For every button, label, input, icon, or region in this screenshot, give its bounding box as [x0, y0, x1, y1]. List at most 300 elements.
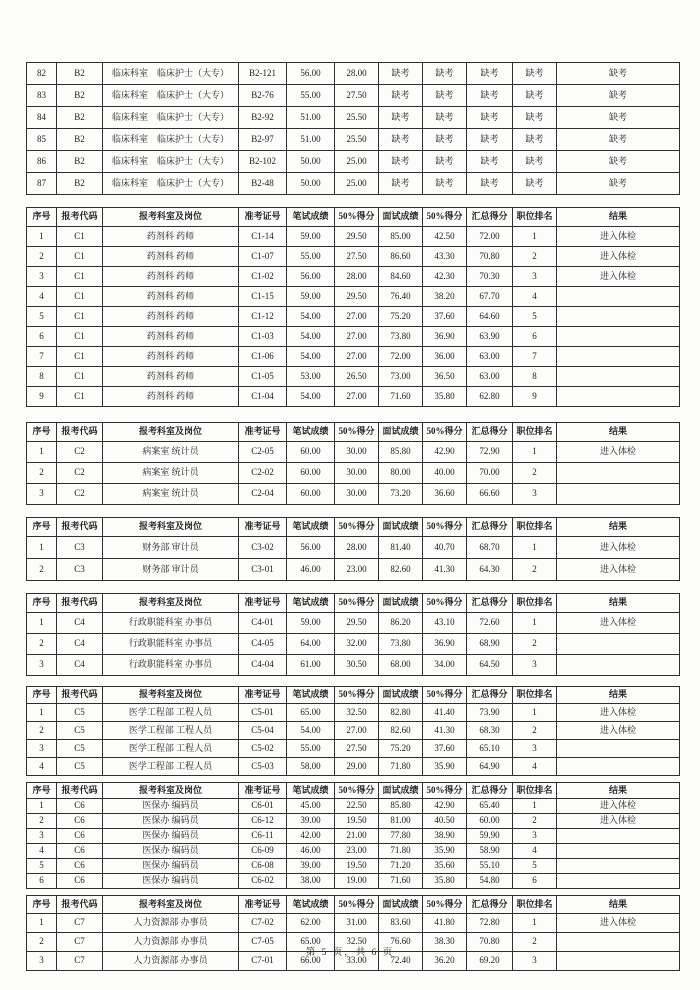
cell: C1	[57, 247, 103, 267]
column-header: 序号	[27, 594, 57, 613]
cell: B2-92	[239, 107, 287, 129]
cell: B2-76	[239, 85, 287, 107]
cell: 3	[27, 952, 57, 971]
cell: 72.80	[467, 914, 513, 933]
cell: 行政职能科室 办事员	[103, 634, 239, 655]
cell: 73.20	[379, 484, 423, 505]
cell: 缺考	[513, 107, 557, 129]
cell: 1	[513, 704, 557, 722]
column-header: 准考证号	[239, 594, 287, 613]
cell: 缺考	[467, 151, 513, 173]
cell: 1	[27, 537, 57, 559]
cell: 27.00	[335, 722, 379, 740]
column-header: 职位排名	[513, 423, 557, 442]
cell: C1	[57, 267, 103, 287]
table-row	[27, 634, 680, 655]
cell: C3-02	[239, 537, 287, 559]
cell: 39.00	[287, 859, 335, 874]
column-header: 面试成绩	[379, 594, 423, 613]
cell: C6	[57, 859, 103, 874]
cell: 40.70	[423, 537, 467, 559]
cell: 2	[513, 814, 557, 829]
cell: B2-48	[239, 173, 287, 195]
cell: 医学工程部 工程人员	[103, 758, 239, 776]
table-row	[27, 151, 680, 173]
cell: 85.80	[379, 799, 423, 814]
cell: 63.00	[467, 347, 513, 367]
column-header: 报考代码	[57, 423, 103, 442]
cell: 70.00	[467, 463, 513, 484]
cell: 36.20	[423, 952, 467, 971]
cell: 进入体检	[557, 247, 680, 267]
column-header: 职位排名	[513, 518, 557, 537]
column-header: 序号	[27, 518, 57, 537]
column-header: 50%得分	[335, 594, 379, 613]
column-header: 职位排名	[513, 896, 557, 914]
table-row	[27, 287, 680, 307]
column-header: 职位排名	[513, 594, 557, 613]
cell: 进入体检	[557, 704, 680, 722]
cell: 药剂科 药师	[103, 347, 239, 367]
cell: 71.80	[379, 844, 423, 859]
cell: 药剂科 药师	[103, 247, 239, 267]
cell: 42.90	[423, 442, 467, 463]
table-row	[27, 227, 680, 247]
cell: 36.50	[423, 367, 467, 387]
cell: 53.00	[287, 367, 335, 387]
column-header: 面试成绩	[379, 518, 423, 537]
cell: 缺考	[379, 85, 423, 107]
cell: 72.90	[467, 442, 513, 463]
cell: 66.60	[467, 484, 513, 505]
column-header: 笔试成绩	[287, 518, 335, 537]
cell: 72.60	[467, 613, 513, 634]
column-header: 面试成绩	[379, 896, 423, 914]
cell: 27.00	[335, 387, 379, 407]
cell: 82.80	[379, 704, 423, 722]
cell: 68.00	[379, 655, 423, 676]
cell: 56.00	[287, 63, 335, 85]
cell: 3	[513, 829, 557, 844]
cell: 38.30	[423, 933, 467, 952]
cell: 4	[513, 287, 557, 307]
cell: 36.90	[423, 634, 467, 655]
cell: 86.60	[379, 247, 423, 267]
cell: 5	[27, 307, 57, 327]
cell: 38.90	[423, 829, 467, 844]
cell: C5	[57, 758, 103, 776]
cell: 73.80	[379, 634, 423, 655]
cell: 缺考	[379, 63, 423, 85]
cell: C7-05	[239, 933, 287, 952]
column-header: 50%得分	[335, 518, 379, 537]
cell: 5	[513, 859, 557, 874]
cell: 73.80	[379, 327, 423, 347]
cell: 临床科室 临床护士（大专）	[103, 107, 239, 129]
cell: 73.90	[467, 704, 513, 722]
cell: 76.60	[379, 933, 423, 952]
cell: 66.00	[287, 952, 335, 971]
cell: 55.00	[287, 247, 335, 267]
cell: 缺考	[467, 107, 513, 129]
cell: 46.00	[287, 844, 335, 859]
results-table-C2	[26, 422, 680, 505]
cell: 46.00	[287, 559, 335, 581]
cell: 65.40	[467, 799, 513, 814]
cell: 缺考	[513, 85, 557, 107]
cell: C1-15	[239, 287, 287, 307]
column-header: 职位排名	[513, 687, 557, 704]
column-header: 报考代码	[57, 208, 103, 227]
cell: 2	[513, 933, 557, 952]
cell: 人力资源部 办事员	[103, 933, 239, 952]
cell: 65.10	[467, 740, 513, 758]
cell: C5-02	[239, 740, 287, 758]
cell: 84.60	[379, 267, 423, 287]
cell: 2	[513, 247, 557, 267]
cell: 30.50	[335, 655, 379, 676]
cell: 1	[513, 613, 557, 634]
cell: C6	[57, 874, 103, 889]
cell: 4	[27, 758, 57, 776]
cell: 2	[27, 463, 57, 484]
page-number: 第 5 页，共 6 页	[305, 948, 395, 958]
table-row	[27, 829, 680, 844]
cell: 临床科室 临床护士（大专）	[103, 151, 239, 173]
column-header: 汇总得分	[467, 896, 513, 914]
cell: 3	[513, 952, 557, 971]
cell: 40.50	[423, 814, 467, 829]
cell: 40.00	[423, 463, 467, 484]
cell: 缺考	[557, 63, 680, 85]
table-row	[27, 859, 680, 874]
cell: 75.20	[379, 740, 423, 758]
column-header: 准考证号	[239, 896, 287, 914]
table-row	[27, 347, 680, 367]
cell: 64.60	[467, 307, 513, 327]
table-row	[27, 307, 680, 327]
cell: C1	[57, 327, 103, 347]
cell: 86	[27, 151, 57, 173]
cell: C4-01	[239, 613, 287, 634]
cell: C5-01	[239, 704, 287, 722]
cell: 71.60	[379, 874, 423, 889]
cell: 缺考	[423, 85, 467, 107]
cell: 27.50	[335, 85, 379, 107]
cell: 36.60	[423, 484, 467, 505]
header-row	[27, 687, 680, 704]
cell: B2	[57, 107, 103, 129]
cell: 41.30	[423, 722, 467, 740]
cell: B2	[57, 63, 103, 85]
table-row	[27, 129, 680, 151]
cell: 医学工程部 工程人员	[103, 722, 239, 740]
cell: 缺考	[379, 107, 423, 129]
cell: B2	[57, 85, 103, 107]
column-header: 报考科室及岗位	[103, 594, 239, 613]
cell: 5	[513, 307, 557, 327]
cell: 缺考	[513, 129, 557, 151]
cell: 药剂科 药师	[103, 227, 239, 247]
cell: 54.00	[287, 387, 335, 407]
cell: 56.00	[287, 537, 335, 559]
results-table-C6	[26, 782, 680, 889]
cell: 32.00	[335, 634, 379, 655]
cell: 54.00	[287, 327, 335, 347]
cell: 60.00	[287, 442, 335, 463]
column-header: 面试成绩	[379, 687, 423, 704]
column-header: 结果	[557, 687, 680, 704]
cell: 84	[27, 107, 57, 129]
cell: 85	[27, 129, 57, 151]
cell: 73.00	[379, 367, 423, 387]
cell: 85.00	[379, 227, 423, 247]
cell: C6	[57, 844, 103, 859]
cell: 进入体检	[557, 442, 680, 463]
column-header: 准考证号	[239, 423, 287, 442]
cell: 80.00	[379, 463, 423, 484]
cell: 缺考	[557, 85, 680, 107]
cell: 22.50	[335, 799, 379, 814]
cell: B2	[57, 173, 103, 195]
cell: 1	[513, 914, 557, 933]
cell: C1-14	[239, 227, 287, 247]
cell: C4	[57, 634, 103, 655]
column-header: 报考代码	[57, 783, 103, 799]
table-row	[27, 844, 680, 859]
cell: 2	[27, 559, 57, 581]
cell: 27.00	[335, 347, 379, 367]
cell: 7	[27, 347, 57, 367]
cell: 77.80	[379, 829, 423, 844]
cell: 58.00	[287, 758, 335, 776]
cell: 23.00	[335, 559, 379, 581]
cell: 缺考	[513, 151, 557, 173]
cell: 缺考	[557, 173, 680, 195]
cell: 病案室 统计员	[103, 442, 239, 463]
cell: 64.90	[467, 758, 513, 776]
cell: C4	[57, 655, 103, 676]
cell: 4	[27, 844, 57, 859]
cell: 25.50	[335, 107, 379, 129]
column-header: 结果	[557, 896, 680, 914]
cell: 8	[27, 367, 57, 387]
cell: 37.60	[423, 307, 467, 327]
cell: 64.30	[467, 559, 513, 581]
column-header: 笔试成绩	[287, 687, 335, 704]
cell: 50.00	[287, 173, 335, 195]
cell: 72.40	[379, 952, 423, 971]
cell: 28.00	[335, 63, 379, 85]
cell: C5	[57, 722, 103, 740]
cell: 3	[27, 655, 57, 676]
cell: 35.90	[423, 844, 467, 859]
cell	[557, 307, 680, 327]
cell: 1	[27, 914, 57, 933]
cell: 1	[513, 227, 557, 247]
cell: 64.50	[467, 655, 513, 676]
cell: 药剂科 药师	[103, 327, 239, 347]
cell: 临床科室 临床护士（大专）	[103, 85, 239, 107]
table-row	[27, 740, 680, 758]
cell: C1-06	[239, 347, 287, 367]
column-header: 结果	[557, 783, 680, 799]
cell: 30.00	[335, 463, 379, 484]
cell: 68.30	[467, 722, 513, 740]
table-row	[27, 327, 680, 347]
cell: C5	[57, 740, 103, 758]
cell: 34.00	[423, 655, 467, 676]
cell: 41.80	[423, 914, 467, 933]
cell: 2	[27, 722, 57, 740]
cell: C3	[57, 559, 103, 581]
cell: 70.80	[467, 933, 513, 952]
header-row	[27, 783, 680, 799]
cell: 财务部 审计员	[103, 537, 239, 559]
cell: 缺考	[423, 151, 467, 173]
cell: 人力资源部 办事员	[103, 914, 239, 933]
cell: 42.00	[287, 829, 335, 844]
column-header: 准考证号	[239, 518, 287, 537]
column-header: 50%得分	[423, 687, 467, 704]
cell: 54.00	[287, 347, 335, 367]
cell: 26.50	[335, 367, 379, 387]
cell: 2	[27, 814, 57, 829]
cell: 缺考	[467, 173, 513, 195]
cell: 70.30	[467, 267, 513, 287]
table-row	[27, 537, 680, 559]
cell: 27.50	[335, 740, 379, 758]
cell	[557, 634, 680, 655]
cell: 缺考	[467, 63, 513, 85]
column-header: 报考科室及岗位	[103, 208, 239, 227]
cell: 进入体检	[557, 267, 680, 287]
cell: C3	[57, 537, 103, 559]
cell	[557, 463, 680, 484]
cell: C4	[57, 613, 103, 634]
cell: 83	[27, 85, 57, 107]
cell: 54.80	[467, 874, 513, 889]
cell: 药剂科 药师	[103, 307, 239, 327]
cell: 3	[513, 740, 557, 758]
cell: 19.00	[335, 874, 379, 889]
cell: C2-02	[239, 463, 287, 484]
cell: C7-02	[239, 914, 287, 933]
cell: 62.80	[467, 387, 513, 407]
cell: 55.00	[287, 85, 335, 107]
cell: 35.80	[423, 874, 467, 889]
cell: C6-02	[239, 874, 287, 889]
cell: 25.00	[335, 173, 379, 195]
cell: C6-01	[239, 799, 287, 814]
cell: 4	[513, 844, 557, 859]
cell: 进入体检	[557, 914, 680, 933]
column-header: 报考代码	[57, 518, 103, 537]
cell: 4	[513, 758, 557, 776]
cell: 缺考	[467, 129, 513, 151]
header-row	[27, 594, 680, 613]
cell: C6	[57, 829, 103, 844]
column-header: 结果	[557, 423, 680, 442]
cell: 病案室 统计员	[103, 484, 239, 505]
column-header: 50%得分	[335, 896, 379, 914]
column-header: 汇总得分	[467, 423, 513, 442]
cell: 进入体检	[557, 613, 680, 634]
cell: C5	[57, 704, 103, 722]
cell: B2-121	[239, 63, 287, 85]
column-header: 报考科室及岗位	[103, 896, 239, 914]
cell: 临床科室 临床护士（大专）	[103, 173, 239, 195]
cell: 42.30	[423, 267, 467, 287]
cell: 29.00	[335, 758, 379, 776]
cell: 27.00	[335, 327, 379, 347]
cell: B2	[57, 129, 103, 151]
column-header: 序号	[27, 208, 57, 227]
cell: 药剂科 药师	[103, 267, 239, 287]
cell: 43.30	[423, 247, 467, 267]
cell: 8	[513, 367, 557, 387]
cell: 76.40	[379, 287, 423, 307]
cell: 31.00	[335, 914, 379, 933]
cell: 1	[513, 537, 557, 559]
table-row	[27, 85, 680, 107]
column-header: 结果	[557, 518, 680, 537]
header-row	[27, 518, 680, 537]
cell: 进入体检	[557, 537, 680, 559]
cell: 32.50	[335, 933, 379, 952]
cell: 60.00	[467, 814, 513, 829]
cell: C6-08	[239, 859, 287, 874]
cell: C1-07	[239, 247, 287, 267]
cell: 30.00	[335, 484, 379, 505]
cell: 3	[513, 267, 557, 287]
cell: 65.00	[287, 933, 335, 952]
results-tables	[26, 62, 681, 971]
cell: 行政职能科室 办事员	[103, 613, 239, 634]
cell: 38.00	[287, 874, 335, 889]
cell: 3	[27, 267, 57, 287]
cell	[557, 758, 680, 776]
cell: 药剂科 药师	[103, 367, 239, 387]
cell: 54.00	[287, 722, 335, 740]
cell: C1-05	[239, 367, 287, 387]
cell: 87	[27, 173, 57, 195]
cell: C1	[57, 287, 103, 307]
cell: 58.90	[467, 844, 513, 859]
cell: 3	[513, 655, 557, 676]
cell: 70.80	[467, 247, 513, 267]
cell: 4	[27, 287, 57, 307]
cell: 33.00	[335, 952, 379, 971]
cell: 医保办 编码员	[103, 859, 239, 874]
cell: 71.20	[379, 859, 423, 874]
cell: 59.00	[287, 287, 335, 307]
cell: 29.50	[335, 227, 379, 247]
cell: 81.40	[379, 537, 423, 559]
cell: 42.50	[423, 227, 467, 247]
cell: 1	[27, 704, 57, 722]
cell	[557, 874, 680, 889]
cell: 68.70	[467, 537, 513, 559]
cell: 进入体检	[557, 227, 680, 247]
cell: 55.10	[467, 859, 513, 874]
cell	[557, 327, 680, 347]
cell: 临床科室 临床护士（大专）	[103, 129, 239, 151]
cell: 医保办 编码员	[103, 799, 239, 814]
cell: 医学工程部 工程人员	[103, 740, 239, 758]
header-row	[27, 423, 680, 442]
cell	[557, 844, 680, 859]
